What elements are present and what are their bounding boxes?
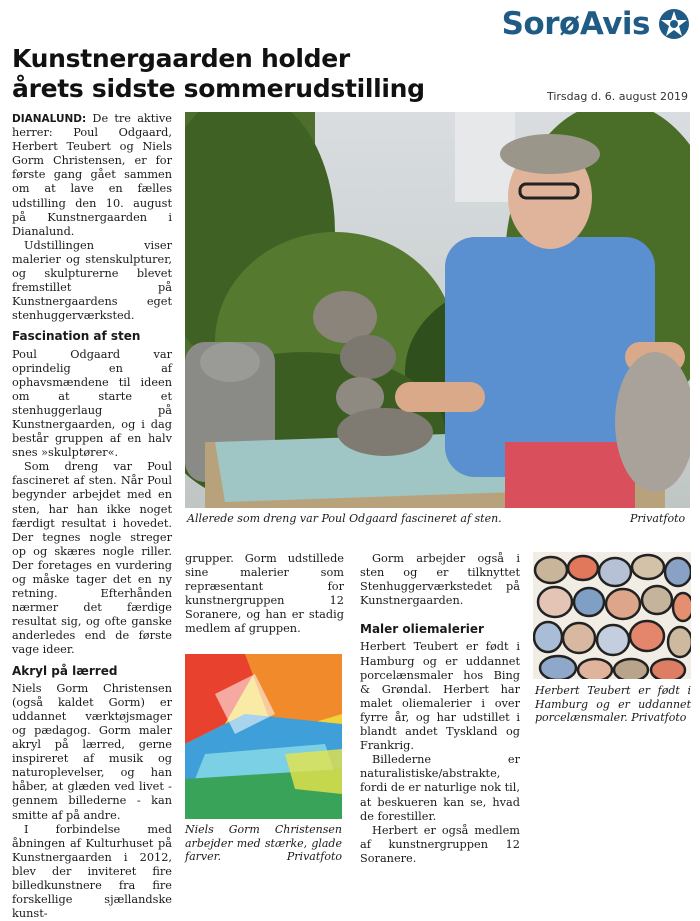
herbert-photo-credit: Privatfoto (631, 711, 687, 724)
main-photo-caption: Allerede som dreng var Poul Odgaard fascineret af sten. (187, 512, 502, 525)
section3-paragraph-1: Herbert Teubert er født i Hamburg og er uddannet porcelænsmaler hos Bing & Grøndal. Herbert har malet oliemalerier i over fyrre år, og har udstillet i blandt andet Tyskland og Frankrig. (360, 640, 520, 753)
headline-line-2: årets sidste sommerudstilling (12, 74, 425, 103)
intro-paragraph-2: Udstillingen viser malerier og stenskulpturer, og skulpturerne blevet fremstillet på Kunstnergaardens eget stenhuggerværksted. (12, 238, 172, 323)
article-date: Tirsdag d. 6. august 2019 (546, 90, 688, 103)
section1-paragraph-2: Som dreng var Poul fascineret af sten. Når Poul begynder arbejdet med en sten, har han ikke noget færdigt resultat i hovedet. Der tegnes nogle streger op og skæres nogle riller. Der foretages en vurdering og måske tager det en ny retning. Efterhånden nærmer det færdige resultat sig, og ofte ganske anderledes end de første vage ideer. (12, 460, 172, 657)
main-photo (185, 112, 690, 508)
intro-paragraph-1: DIANALUND: De tre aktive herrer: Poul Odgaard, Herbert Teubert og Niels Gorm Christensen, er for første gang gået sammen om at lave en fælles udstilling den 10. august på Kunstnergaarden i Dianalund. (12, 112, 172, 238)
subheading-akryl: Akryl på lærred (12, 663, 118, 678)
section1-paragraph-1: Poul Odgaard var oprindelig en af ophavsmændene til ideen om at starte et stenhuggerlaug på Kunstnergaarden, og i dag består gruppen af en halv snes »skulptører«. (12, 347, 172, 460)
brand-name: SorøAvis (501, 6, 650, 42)
section3-paragraph-3: Herbert er også medlem af kunstnergruppen 12 Soranere. (360, 823, 520, 865)
gorm-painting-photo (185, 654, 342, 819)
masthead-logo (502, 4, 692, 44)
section3-paragraph-2: Billederne er naturalistiske/abstrakte, fordi de er naturlige nok til, at beskueren kan se, hvad de forestiller. (360, 753, 520, 823)
herbert-painting-photo (533, 552, 691, 679)
section2-paragraph-2: I forbindelse med åbningen af Kulturhuset på Kunstnergaarden i 2012, blev der inviteret fire billedkunstnere fra fire forskellige sjællandske kunst- (12, 822, 172, 921)
subheading-oliemalerier: Maler oliemalerier (360, 622, 484, 637)
gorm-painting-image (185, 654, 342, 819)
coat-of-arms-icon (656, 6, 692, 42)
column2-paragraph: grupper. Gorm udstillede sine malerier som repræsentant for kunstnergruppen 12 Soranere, og han er stadig medlem af gruppen. (185, 552, 344, 636)
gorm-photo-credit: Privatfoto (286, 850, 342, 863)
subheading-fascination: Fascination af sten (12, 329, 141, 344)
kicker: DIANALUND: (12, 113, 87, 125)
gorm-photo-caption: Niels Gorm Christensen arbejder med stærke, glade farver. Privatfoto (185, 823, 342, 863)
herbert-painting-image (533, 552, 691, 679)
article-column-1 (12, 112, 172, 921)
main-photo-credit: Privatfoto (630, 512, 686, 525)
column3-paragraph-1: Gorm arbejder også i sten og er tilknyttet Stenhuggerværkstedet på Kunstnergaarden. (360, 552, 520, 608)
article-column-3 (360, 552, 520, 866)
main-photo-image (185, 112, 690, 508)
headline-line-1: Kunstnergaarden holder (12, 44, 350, 73)
section2-paragraph-1: Niels Gorm Christensen (også kaldet Gorm) er uddannet værktøjsmager og pædagog. Gorm maler akryl på lærred, gerne inspireret af musik og naturoplevelser, og han håber, at glæden ved livet - gennem billederne - kan smitte af på andre. (12, 681, 172, 822)
article-column-2 (185, 552, 344, 637)
article-headline (12, 44, 552, 104)
herbert-photo-caption: Herbert Teubert er født i Hamburg og er uddannet porcelænsmaler. Privatfoto (535, 684, 691, 724)
